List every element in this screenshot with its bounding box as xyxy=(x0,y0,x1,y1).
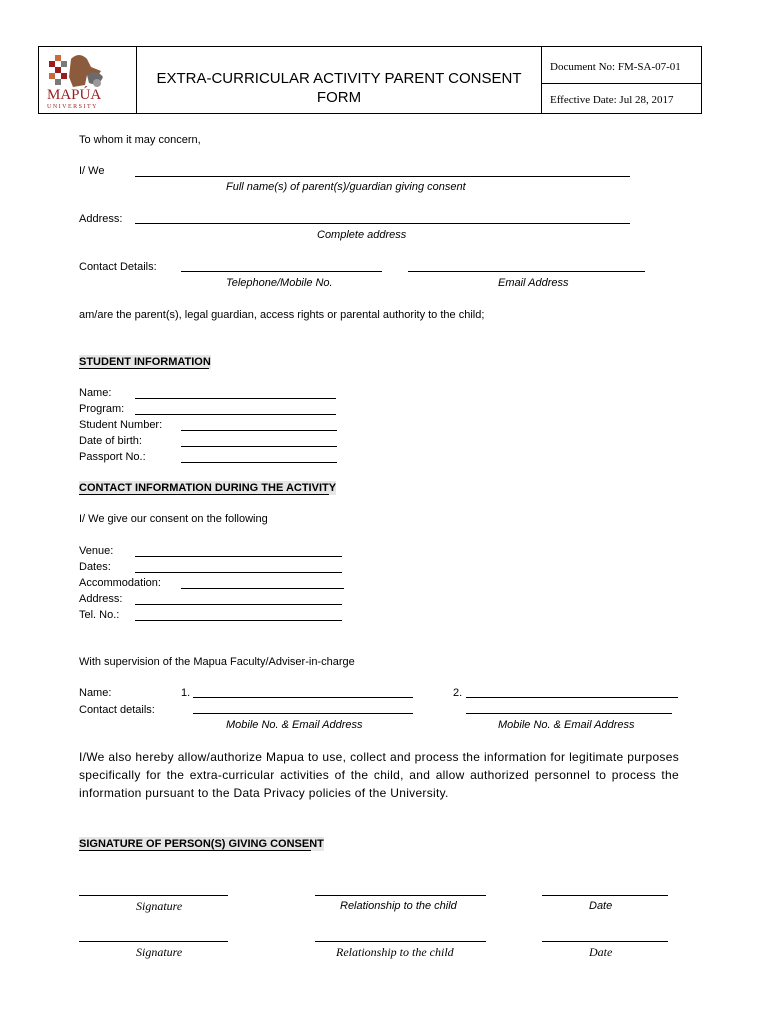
signature-1-field[interactable] xyxy=(79,895,228,896)
venue-label: Venue: xyxy=(79,545,114,557)
venue-field[interactable] xyxy=(135,556,342,557)
phone-field[interactable] xyxy=(181,271,382,272)
adviser-2-contact-field[interactable] xyxy=(466,713,672,714)
dates-label: Dates: xyxy=(79,561,111,573)
effective-date: Effective Date: Jul 28, 2017 xyxy=(550,94,674,106)
svg-text:UNIVERSITY: UNIVERSITY xyxy=(47,104,98,110)
program-field[interactable] xyxy=(135,414,336,415)
svg-text:MAPÚA: MAPÚA xyxy=(47,87,102,103)
contact-label: Contact Details: xyxy=(79,261,157,273)
signature-2-field[interactable] xyxy=(79,941,228,942)
adviser-2-name-field[interactable] xyxy=(466,697,678,698)
program-label: Program: xyxy=(79,403,125,415)
adviser-2-caption: Mobile No. & Email Address xyxy=(498,719,635,731)
heading-underline xyxy=(79,850,311,851)
relationship-1-caption: Relationship to the child xyxy=(340,900,457,912)
dates-field[interactable] xyxy=(135,572,342,573)
accommodation-label: Accommodation: xyxy=(79,577,161,589)
date-1-caption: Date xyxy=(589,900,613,912)
date-1-field[interactable] xyxy=(542,895,668,896)
student-name-field[interactable] xyxy=(135,398,336,399)
tel-field[interactable] xyxy=(135,620,342,621)
student-name-label: Name: xyxy=(79,387,112,399)
adviser-1-caption: Mobile No. & Email Address xyxy=(226,719,363,731)
signature-2-caption: Signature xyxy=(136,945,183,959)
passport-label: Passport No.: xyxy=(79,451,146,463)
iwe-label: I/ We xyxy=(79,165,105,177)
dob-label: Date of birth: xyxy=(79,435,142,447)
adviser-number-2: 2. xyxy=(453,687,463,699)
authority-statement: am/are the parent(s), legal guardian, access rights or parental authority to the child; xyxy=(79,309,485,321)
document-header xyxy=(38,46,702,114)
activity-address-field[interactable] xyxy=(135,604,342,605)
supervision-intro: With supervision of the Mapua Faculty/Adviser-in-charge xyxy=(79,656,355,668)
tel-label: Tel. No.: xyxy=(79,609,120,621)
heading-underline xyxy=(79,494,329,495)
heading-underline xyxy=(79,368,209,369)
form-title: EXTRA-CURRICULAR ACTIVITY PARENT CONSENT FORM xyxy=(156,70,522,106)
signature-heading: SIGNATURE OF PERSON(S) GIVING CONSENT xyxy=(79,838,324,850)
student-number-field[interactable] xyxy=(181,430,337,431)
address-caption: Complete address xyxy=(317,229,407,241)
phone-caption: Telephone/Mobile No. xyxy=(226,277,333,289)
activity-heading: CONTACT INFORMATION DURING THE ACTIVITY xyxy=(79,482,337,494)
activity-address-label: Address: xyxy=(79,593,123,605)
address-field[interactable] xyxy=(135,223,630,224)
email-field[interactable] xyxy=(408,271,645,272)
date-2-caption: Date xyxy=(589,945,613,959)
adviser-1-contact-field[interactable] xyxy=(193,713,413,714)
privacy-statement: I/We also hereby allow/authorize Mapua to use, collect and process the information for legitimate purposes specifically for the extra-curricular activities of the child, and allow authorized personnel to process the information pursuant to the Data Privacy policies of the University. xyxy=(79,750,679,800)
document-number: Document No: FM-SA-07-01 xyxy=(550,61,681,73)
dob-field[interactable] xyxy=(181,446,337,447)
parent-name-caption: Full name(s) of parent(s)/guardian giving consent xyxy=(226,181,466,193)
relationship-2-field[interactable] xyxy=(315,941,486,942)
adviser-number-1: 1. xyxy=(181,687,191,699)
adviser-1-name-field[interactable] xyxy=(193,697,413,698)
university-logo xyxy=(43,49,131,111)
student-number-label: Student Number: xyxy=(79,419,163,431)
address-label: Address: xyxy=(79,213,123,225)
greeting: To whom it may concern, xyxy=(79,134,201,146)
accommodation-field[interactable] xyxy=(181,588,344,589)
date-2-field[interactable] xyxy=(542,941,668,942)
signature-1-caption: Signature xyxy=(136,899,183,913)
email-caption: Email Address xyxy=(498,277,569,289)
student-info-heading: STUDENT INFORMATION xyxy=(79,356,211,368)
passport-field[interactable] xyxy=(181,462,337,463)
parent-name-field[interactable] xyxy=(135,176,630,177)
adviser-name-label: Name: xyxy=(79,687,112,699)
adviser-contact-label: Contact details: xyxy=(79,704,155,716)
relationship-1-field[interactable] xyxy=(315,895,486,896)
consent-line: I/ We give our consent on the following xyxy=(79,513,268,525)
relationship-2-caption: Relationship to the child xyxy=(336,945,454,959)
